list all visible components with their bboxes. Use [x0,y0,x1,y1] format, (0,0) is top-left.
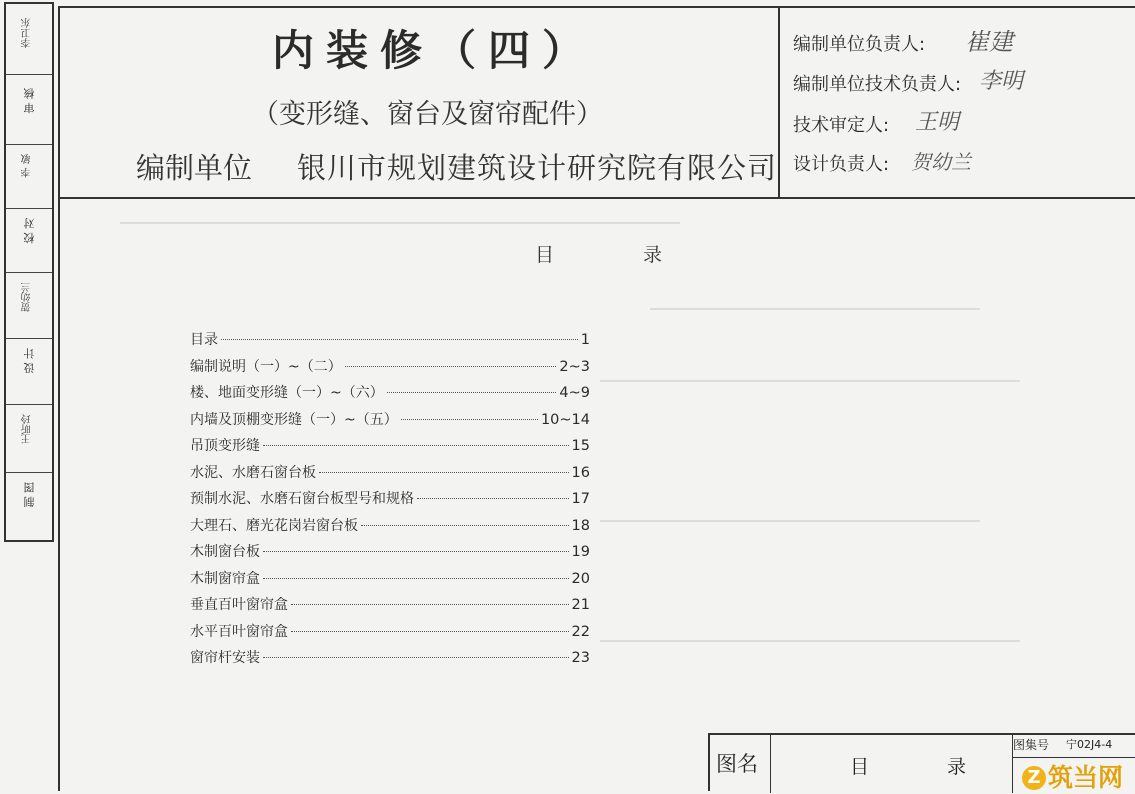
responsible-row [793,28,1013,56]
toc-entry-page: 15 [571,438,590,454]
toc-entry-title: 楼、地面变形缝（一）~（六） [190,385,384,401]
sign-strip-signature: 李卫东 [22,18,33,48]
toc-entry[interactable] [190,541,590,568]
toc-leader [345,366,557,367]
header-divider [58,197,1135,199]
responsible-signature: 王明 [915,110,960,135]
table-of-contents [190,329,590,674]
responsible-role: 技术审定人: [793,115,890,136]
sign-row [6,404,52,473]
responsible-role: 编制单位技术负责人: [793,74,962,95]
sign-row [6,144,52,209]
responsible-signature: 贺幼兰 [911,150,971,174]
toc-entry-title: 水平百叶窗帘盒 [190,623,288,640]
toc-entry-page: 21 [571,597,590,613]
toc-entry-title: 内墙及顶棚变形缝（一）~（五） [190,411,398,428]
toc-entry-title: 垂直百叶窗帘盒 [190,597,288,613]
sign-strip-label: 审 核 [23,88,36,114]
toc-entry[interactable] [190,568,590,595]
toc-entry[interactable] [190,462,590,489]
toc-entry[interactable] [190,621,590,648]
toc-entry[interactable] [190,382,590,409]
toc-entry-title: 木制窗帘盒 [190,570,260,587]
toc-heading-left: 目 [535,244,555,266]
sign-row [6,74,52,145]
toc-entry-title: 预制水泥、水磨石窗台板型号和规格 [190,491,414,507]
toc-leader [417,498,569,499]
toc-entry[interactable] [190,488,590,515]
toc-leader [291,631,569,632]
toc-entry-page: 10~14 [540,411,590,428]
watermark-icon: Z [1022,766,1046,790]
responsible-role: 编制单位负责人: [793,34,926,55]
toc-entry-page: 23 [571,650,590,666]
toc-entry-title: 目录 [190,332,218,348]
toc-entry-title: 木制窗台板 [190,544,260,560]
toc-entry-title: 水泥、水磨石窗台板 [190,464,316,481]
toc-entry-title: 编制说明（一）~（二） [190,358,342,375]
sign-row [6,208,52,273]
sign-strip-signature: 李 敏 [22,154,33,178]
sign-strip-signature: 王昕玲 [22,414,33,444]
toc-leader [263,551,569,552]
toc-entry[interactable] [190,409,590,436]
responsible-signature: 崔建 [965,28,1013,56]
title-block-divider [770,735,771,793]
toc-leader [387,392,557,393]
sign-row [6,272,52,339]
toc-entry[interactable] [190,329,590,356]
sign-row [6,4,52,75]
toc-entry-page: 2~3 [559,358,590,375]
toc-entry-page: 18 [571,517,590,534]
toc-leader [291,604,569,605]
toc-entry-title: 吊顶变形缝 [190,438,260,454]
sign-strip [4,2,54,542]
toc-entry[interactable] [190,647,590,674]
document-title: 内装修（四） [272,26,597,75]
toc-entry[interactable] [190,594,590,621]
sign-row [6,338,52,405]
sign-strip-signature: 贺幼兰 [22,282,33,312]
toc-entry-title: 窗帘杆安装 [190,650,260,666]
toc-entry-page: 16 [571,464,590,481]
toc-leader [361,525,569,526]
toc-leader [263,657,569,658]
atlas-number-label: 图集号 [1013,738,1050,752]
atlas-number-value: 宁02J4-4 [1066,738,1113,751]
toc-entry[interactable] [190,435,590,462]
toc-entry-page: 17 [571,491,590,507]
drawing-name-value: 目 录 [850,756,1003,778]
toc-entry-title: 大理石、磨光花岗岩窗台板 [190,517,358,534]
toc-entry-page: 4~9 [559,385,590,401]
toc-leader [221,339,578,340]
drawing-name-label: 图名 [716,752,758,776]
compiling-unit-name: 银川市规划建筑设计研究院有限公司 [297,151,778,185]
sign-strip-label: 制 图 [23,482,36,508]
toc-entry-page: 1 [580,332,590,348]
responsible-row [793,150,971,176]
toc-leader [263,578,569,579]
watermark-logo [1022,758,1123,794]
toc-leader [263,445,569,446]
compiling-unit-label: 编制单位 [136,151,253,185]
toc-entry-page: 19 [571,544,590,560]
header-column-divider [778,6,780,198]
sign-row [6,472,52,540]
watermark-text: 筑当网 [1048,763,1124,792]
toc-leader [319,472,569,473]
toc-entry[interactable] [190,515,590,542]
document-subtitle: （变形缝、窗台及窗帘配件） [252,99,603,130]
sign-strip-label: 校 对 [23,218,36,244]
responsible-row [793,110,960,137]
toc-entry-page: 22 [571,623,590,640]
responsible-signature: 李明 [979,69,1024,94]
toc-leader [401,419,538,420]
toc-entry-page: 20 [571,570,590,587]
toc-entry[interactable] [190,356,590,383]
toc-heading-right: 录 [643,244,663,266]
responsible-role: 设计负责人: [793,154,890,175]
responsible-row [793,69,1024,96]
sign-strip-label: 设 计 [23,348,36,374]
